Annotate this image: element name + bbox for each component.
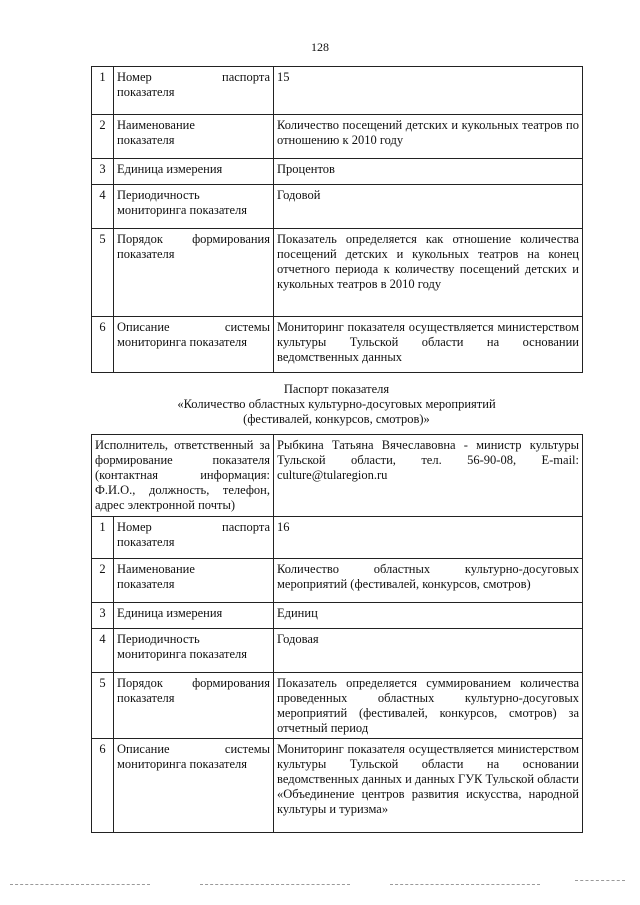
footer-divider xyxy=(200,884,350,885)
row-value: Количество посещений детских и кукольных театров по отношению к 2010 году xyxy=(274,115,583,159)
row-number: 2 xyxy=(92,559,114,603)
row-value: Годовой xyxy=(274,185,583,229)
table-row xyxy=(92,229,583,317)
row-value: Единиц xyxy=(274,603,583,629)
table-row xyxy=(92,603,583,629)
row-value: Количество областных культурно-досуговых мероприятий (фестивалей, конкурсов, смотров) xyxy=(274,559,583,603)
row-value: Показатель определяется суммированием количества проведенных областных культурно-досуговых мероприятий (фестивалей, конкурсов, смотров) за отчетный период xyxy=(274,673,583,739)
row-label: Номер паспорта показателя xyxy=(114,67,274,115)
table-row xyxy=(92,739,583,833)
row-number: 6 xyxy=(92,317,114,373)
row-number: 3 xyxy=(92,603,114,629)
row-number: 2 xyxy=(92,115,114,159)
row-label: Периодичность мониторинга показателя xyxy=(114,629,274,673)
row-value: Процентов xyxy=(274,159,583,185)
row-value: Показатель определяется как отношение количества посещений детских и кукольных театров на конец отчетного периода к количеству посещений детских и кукольных театров в 2010 году xyxy=(274,229,583,317)
row-label: Единица измерения xyxy=(114,159,274,185)
table-row xyxy=(92,517,583,559)
row-number: 3 xyxy=(92,159,114,185)
row-number: 5 xyxy=(92,229,114,317)
executor-row xyxy=(92,435,583,517)
executor-label: Исполнитель, ответственный за формирование показателя (контактная информация: Ф.И.О., должность, телефон, адрес электронной почты) xyxy=(92,435,274,517)
row-label: Наименование показателя xyxy=(114,115,274,159)
table-row xyxy=(92,115,583,159)
section-title-line: (фестивалей, конкурсов, смотров)» xyxy=(243,412,430,426)
row-label: Единица измерения xyxy=(114,603,274,629)
table-row xyxy=(92,317,583,373)
table-row xyxy=(92,559,583,603)
row-value: Мониторинг показателя осуществляется министерством культуры Тульской области на основании ведомственных данных и данных ГУК Тульской области «Объединение центров развития искусства, народной культуры и туризма» xyxy=(274,739,583,833)
row-number: 1 xyxy=(92,517,114,559)
table-row xyxy=(92,673,583,739)
row-number: 5 xyxy=(92,673,114,739)
row-label: Номер паспорта показателя xyxy=(114,517,274,559)
passport-table-16 xyxy=(91,434,583,833)
row-label: Порядок формирования показателя xyxy=(114,229,274,317)
footer-divider xyxy=(575,880,625,881)
row-value: 16 xyxy=(274,517,583,559)
table-row xyxy=(92,67,583,115)
row-label: Наименование показателя xyxy=(114,559,274,603)
row-number: 4 xyxy=(92,629,114,673)
row-label: Периодичность мониторинга показателя xyxy=(114,185,274,229)
footer-divider xyxy=(390,884,540,885)
table-row xyxy=(92,629,583,673)
row-number: 6 xyxy=(92,739,114,833)
row-number: 1 xyxy=(92,67,114,115)
row-label: Описание системы мониторинга показателя xyxy=(114,739,274,833)
passport-table-15 xyxy=(91,66,583,373)
row-label: Порядок формирования показателя xyxy=(114,673,274,739)
row-label: Описание системы мониторинга показателя xyxy=(114,317,274,373)
row-value: Годовая xyxy=(274,629,583,673)
section-title xyxy=(91,382,582,427)
page-number: 128 xyxy=(311,40,329,54)
section-title-line: Паспорт показателя xyxy=(283,382,390,396)
row-value: Мониторинг показателя осуществляется министерством культуры Тульской области на основании ведомственных данных xyxy=(274,317,583,373)
executor-value: Рыбкина Татьяна Вячеславовна - министр культуры Тульской области, тел. 56-90-08, E-mail: culture@tularegion.ru xyxy=(274,435,583,517)
row-value: 15 xyxy=(274,67,583,115)
section-title-line: «Количество областных культурно-досуговых мероприятий xyxy=(177,397,496,411)
footer-divider xyxy=(10,884,150,885)
table-row xyxy=(92,185,583,229)
table-row xyxy=(92,159,583,185)
row-number: 4 xyxy=(92,185,114,229)
